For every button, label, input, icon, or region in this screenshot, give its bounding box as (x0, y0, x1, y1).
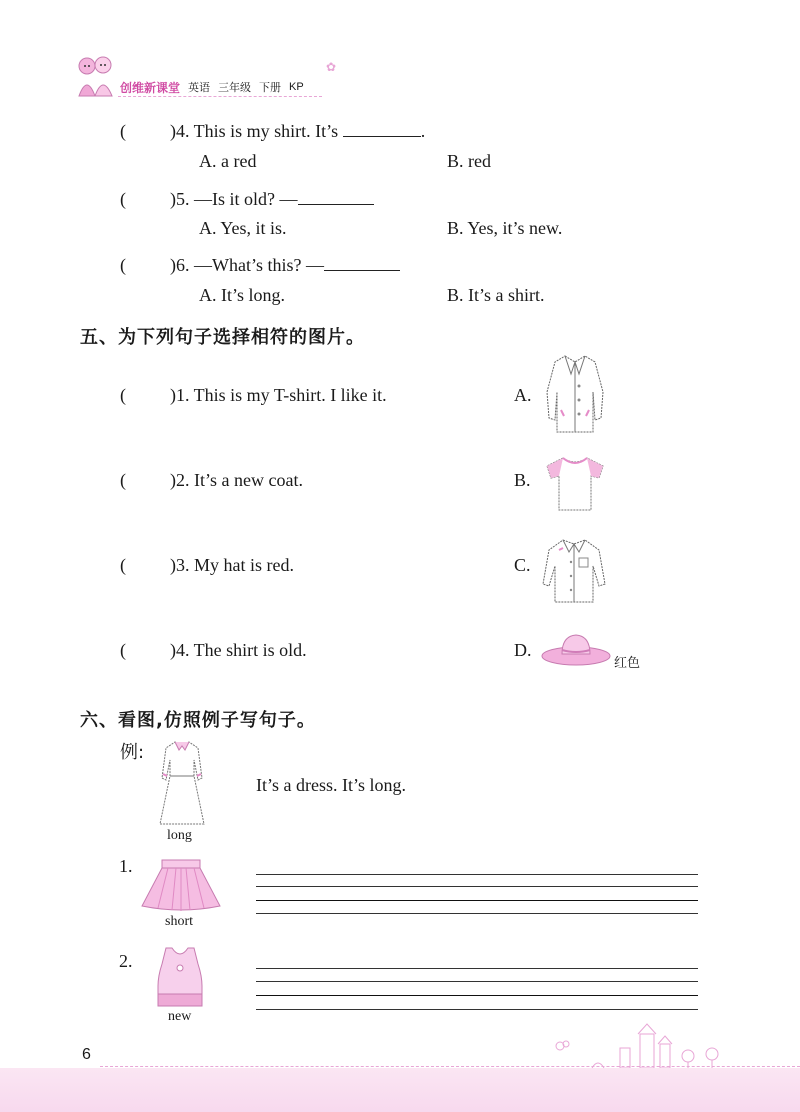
match-text: )3. My hat is red. (170, 555, 294, 575)
question-end: . (420, 121, 426, 141)
question-6 (120, 252, 400, 276)
write-item-number: 1. (119, 856, 133, 876)
option-a: A. Yes, it is. (199, 218, 287, 238)
option-b: B. red (447, 151, 491, 171)
match-item-3 (120, 555, 294, 576)
writing-line[interactable] (256, 968, 698, 969)
section-6-title: 六、看图,仿照例子写句子。 (80, 710, 316, 731)
fill-blank[interactable] (298, 186, 374, 205)
fill-blank[interactable] (324, 252, 400, 271)
header-flower-icon: ✿ (326, 60, 337, 74)
option-label-a: A. (514, 385, 532, 405)
writing-line[interactable] (256, 874, 698, 875)
header-term: 下册 (259, 81, 282, 94)
answer-paren: ( (120, 255, 126, 275)
writing-line[interactable] (256, 1009, 698, 1010)
option-b: B. Yes, it’s new. (447, 218, 563, 238)
writing-line[interactable] (256, 886, 698, 887)
header-divider (118, 96, 322, 97)
header-subject: 英语 (188, 81, 211, 94)
page-number: 6 (82, 1046, 91, 1063)
header-grade: 三年级 (218, 81, 252, 94)
header-brand: 创维新课堂 (120, 80, 181, 95)
answer-paren: ( (120, 470, 126, 490)
option-label-d: D. (514, 640, 532, 660)
tshirt-icon (545, 454, 605, 512)
coat-icon (543, 352, 607, 434)
match-text: )1. This is my T-shirt. I like it. (170, 385, 387, 405)
answer-paren: ( (120, 121, 126, 141)
item-word: new (168, 1009, 192, 1024)
header-edition: KP (289, 81, 304, 93)
dress-icon (158, 738, 206, 826)
question-text: )6. —What’s this? — (170, 255, 324, 275)
answer-paren: ( (120, 189, 126, 209)
match-text: )4. The shirt is old. (170, 640, 307, 660)
answer-paren: ( (120, 385, 126, 405)
answer-paren: ( (120, 555, 126, 575)
match-item-1 (120, 385, 387, 406)
hat-icon (540, 630, 612, 668)
option-label-b: B. (514, 470, 531, 490)
question-text: )4. This is my shirt. It’s (170, 121, 339, 141)
question-5 (120, 186, 374, 210)
hat-color-note: 红色 (614, 656, 641, 671)
write-item-number: 2. (119, 951, 133, 971)
example-word: long (167, 828, 192, 843)
writing-line[interactable] (256, 981, 698, 982)
header-title (120, 76, 304, 98)
option-a: A. a red (199, 151, 257, 171)
item-word: short (165, 914, 193, 929)
option-b: B. It’s a shirt. (447, 285, 545, 305)
example-label: 例: (120, 742, 145, 763)
writing-line[interactable] (256, 900, 698, 901)
option-a: A. It’s long. (199, 285, 286, 305)
section-5-title: 五、为下列句子选择相符的图片。 (80, 327, 365, 348)
skirt-icon (140, 858, 222, 912)
writing-line[interactable] (256, 995, 698, 996)
header-logo-icon (74, 52, 118, 98)
answer-paren: ( (120, 640, 126, 660)
shirt-icon (541, 536, 607, 604)
option-label-c: C. (514, 555, 531, 575)
question-text: )5. —Is it old? — (170, 189, 298, 209)
fill-blank[interactable] (343, 118, 421, 137)
vest-icon (154, 946, 206, 1008)
writing-line[interactable] (256, 913, 698, 914)
example-sentence: It’s a dress. It’s long. (256, 775, 406, 795)
match-text: )2. It’s a new coat. (170, 470, 303, 490)
match-item-4 (120, 640, 307, 661)
match-item-2 (120, 470, 303, 491)
question-4 (120, 118, 425, 142)
castle-decoration-icon (552, 1022, 722, 1068)
footer-strip (0, 1068, 800, 1112)
